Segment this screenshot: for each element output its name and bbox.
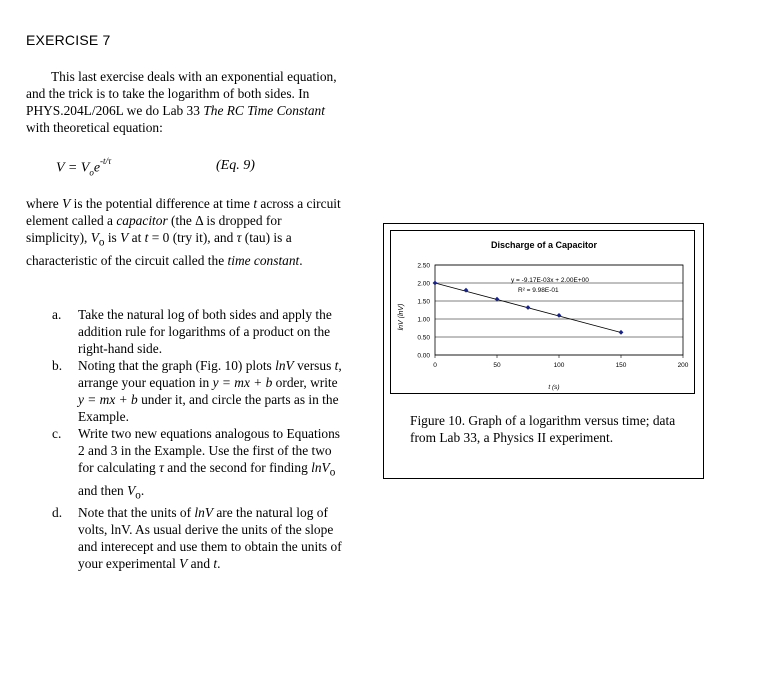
x-axis-label: t (s) bbox=[548, 384, 560, 391]
list-item: c. Write two new equations analogous to Equations 2 and 3 in the Example. Use the first of the two for calculating τ and the second for finding lnV$_o$ and then $V_o$. bbox=[52, 426, 341, 502]
x-tick-label: 200 bbox=[677, 362, 689, 369]
y-tick-label: 1.00 bbox=[417, 316, 430, 324]
y-tick-label: 1.50 bbox=[417, 298, 430, 306]
trend-equation: y = -9.17E-03x + 2.00E+00 bbox=[511, 277, 589, 284]
y-tick-label: 0.50 bbox=[417, 334, 430, 342]
intro-paragraph: This last exercise deals with an exponential equation, and the trick is to take the logarithm of both sides. In PHYS.204L/206L we do Lab 33 The RC Time Constant with theoretical equation: bbox=[26, 69, 337, 135]
trend-r-squared: R² = 9.98E-01 bbox=[518, 287, 559, 294]
equation: $V = V_oe^{-t/\tau}$ bbox=[56, 156, 112, 178]
definition-paragraph: where V is the potential difference at time t across a circuit element called a capacitor (the Δ is dropped for simplicity), $V_o$ is V at t = 0 (try it), and τ (tau) is a characteristic of the circuit called the time constant. bbox=[26, 196, 341, 268]
x-tick-label: 100 bbox=[553, 362, 565, 369]
figure-caption: Figure 10. Graph of a logarithm versus time; data from Lab 33, a Physics II experiment. bbox=[410, 413, 676, 445]
y-axis-label: lnV (lnV) bbox=[398, 303, 405, 331]
data-point bbox=[619, 330, 624, 335]
data-point bbox=[526, 305, 531, 310]
data-point bbox=[557, 313, 562, 318]
chart-title: Discharge of a Capacitor bbox=[490, 240, 598, 250]
y-tick-label: 2.50 bbox=[417, 262, 430, 270]
y-tick-label: 2.00 bbox=[417, 280, 430, 288]
data-point bbox=[433, 281, 438, 286]
exercise-list bbox=[26, 306, 342, 572]
chart-frame bbox=[390, 230, 695, 394]
list-item: a. Take the natural log of both sides and apply the addition rule for logarithms of a product on the right-hand side. bbox=[52, 307, 332, 356]
capacitor-chart bbox=[391, 231, 696, 395]
list-item: b. Noting that the graph (Fig. 10) plots lnV versus t, arrange your equation in y = mx + b order, write y = mx + b under it, and circle the parts as in the Example. bbox=[52, 358, 342, 424]
exercise-heading: EXERCISE 7 bbox=[26, 32, 111, 48]
x-tick-label: 50 bbox=[493, 362, 501, 369]
x-tick-label: 150 bbox=[615, 362, 627, 369]
list-item: d. Note that the units of lnV are the natural log of volts, lnV. As usual derive the units of the slope and interecept and use them to obtain the units of your experimental V and t. bbox=[52, 505, 342, 572]
equation-number: (Eq. 9) bbox=[216, 158, 255, 173]
y-tick-label: 0.00 bbox=[417, 352, 430, 360]
x-tick-label: 0 bbox=[433, 362, 437, 369]
